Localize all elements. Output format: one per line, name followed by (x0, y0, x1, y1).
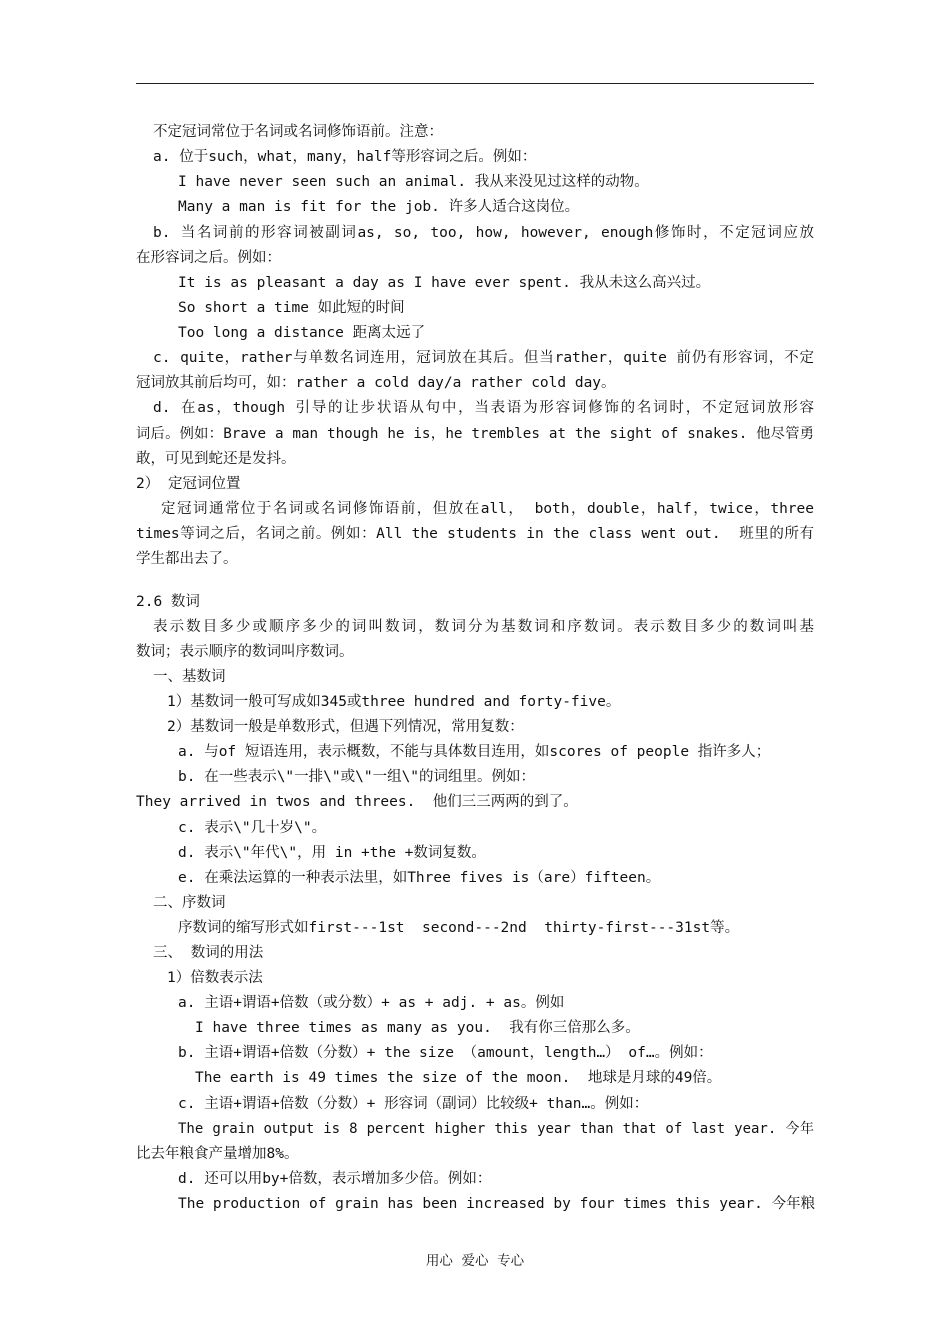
text-line: 三、 数词的用法 (153, 945, 264, 961)
text-line: 1）基数词一般可写成如345或three hundred and forty-five。 (167, 694, 621, 710)
text-line: I have never seen such an animal. 我从来没见过这样的动物。 (178, 174, 649, 190)
text-line: The earth is 49 times the size of the moon. 地球是月球的49倍。 (195, 1070, 722, 1086)
text-line: 二、序数词 (153, 895, 226, 911)
text-line: 敢，可见到蛇还是发抖。 (136, 451, 296, 467)
text-line: c. 主语+谓语+倍数（分数）+ 形容词（副词）比较级+ than…。例如： (178, 1096, 649, 1112)
text-line: d. 在as，though 引导的让步状语从句中，当表语为形容词修饰的名词时，不定冠词放形容 (153, 400, 814, 416)
text-line: d. 还可以用by+倍数，表示增加多少倍。例如： (178, 1171, 492, 1187)
text-line: 一、基数词 (153, 669, 226, 685)
section-heading: 2.6 数词 (136, 594, 200, 610)
text-line: The production of grain has been increased by four times this year. 今年粮 (178, 1196, 816, 1212)
text-line: d. 表示\"年代\"，用 in +the +数词复数。 (178, 845, 486, 861)
text-line: 1）倍数表示法 (167, 970, 263, 986)
text-line: It is as pleasant a day as I have ever spent. 我从未这么高兴过。 (178, 275, 711, 291)
text-line: 比去年粮食产量增加8%。 (136, 1146, 299, 1162)
text-line: 序数词的缩写形式如first---1st second---2nd thirty-first---31st等。 (178, 920, 740, 936)
text-line: 冠词放其前后均可，如：rather a cold day/a rather cold day。 (136, 375, 616, 391)
text-line: So short a time 如此短的时间 (178, 300, 405, 316)
text-line: c. quite，rather与单数名词连用，冠词放在其后。但当rather，quite 前仍有形容词，不定 (153, 350, 814, 366)
text-line: 2） 定冠词位置 (136, 476, 241, 492)
text-line: The grain output is 8 percent higher this year than that of last year. 今年 (178, 1121, 814, 1137)
header-rule (136, 83, 814, 84)
text-line: a. 与of 短语连用，表示概数，不能与具体数目连用，如scores of people 指许多人； (178, 744, 771, 760)
text-line: Too long a distance 距离太远了 (178, 325, 426, 341)
text-line: I have three times as many as you. 我有你三倍那么多。 (195, 1020, 640, 1036)
text-line: 词后。例如：Brave a man though he is，he trembles at the sight of snakes. 他尽管勇 (136, 426, 814, 442)
text-line: b. 主语+谓语+倍数（分数）+ the size （amount，length…） of…。例如： (178, 1045, 713, 1061)
text-line: 数词；表示顺序的数词叫序数词。 (136, 644, 354, 660)
text-line: 不定冠词常位于名词或名词修饰语前。注意： (153, 124, 443, 140)
text-line: a. 位于such，what，many，half等形容词之后。例如： (153, 149, 537, 165)
text-line: e. 在乘法运算的一种表示法里，如Three fives is（are）fifteen。 (178, 870, 661, 886)
text-line: 学生都出去了。 (136, 551, 238, 567)
text-line: b. 在一些表示\"一排\"或\"一组\"的词组里。例如： (178, 769, 536, 785)
text-line: c. 表示\"几十岁\"。 (178, 820, 327, 836)
text-line: 表示数目多少或顺序多少的词叫数词，数词分为基数词和序数词。表示数目多少的数词叫基 (153, 619, 814, 635)
text-line: They arrived in twos and threes. 他们三三两两的到了。 (136, 794, 578, 810)
text-line: a. 主语+谓语+倍数（或分数）+ as + adj. + as。例如 (178, 995, 565, 1011)
text-line: times等词之后，名词之前。例如：All the students in the class went out. 班里的所有 (136, 526, 814, 542)
text-line: Many a man is fit for the job. 许多人适合这岗位。 (178, 199, 580, 215)
text-line: 2）基数词一般是单数形式，但遇下列情况，常用复数： (167, 719, 524, 735)
text-line: b. 当名词前的形容词被副词as, so, too, how, however, enough修饰时，不定冠词应放 (153, 225, 814, 241)
text-line: 在形容词之后。例如： (136, 250, 281, 266)
text-line: 定冠词通常位于名词或名词修饰语前，但放在all， both，double，half，twice，three (161, 501, 814, 517)
page-footer: 用心 爱心 专心 (425, 1253, 525, 1269)
